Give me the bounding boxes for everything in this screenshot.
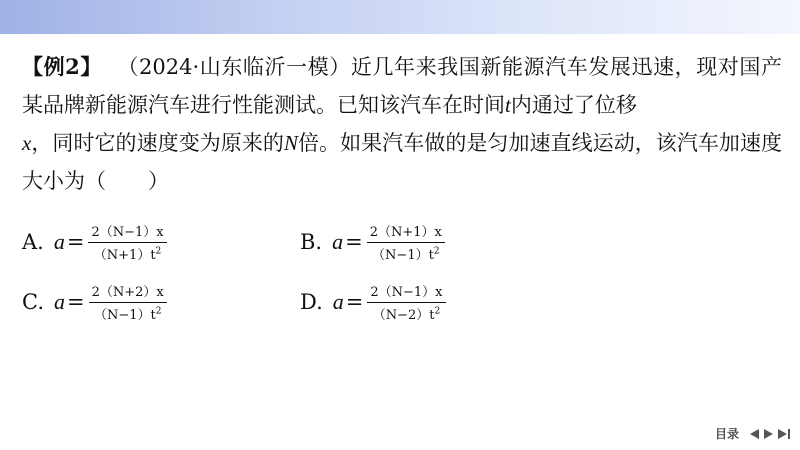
denominator-text: （N−2）t [372,308,435,323]
var-t: t [505,93,511,117]
fraction-denominator [91,304,165,323]
last-page-icon[interactable] [778,429,790,439]
exponent: 2 [433,246,440,257]
var-x: x [22,131,32,155]
exponent: 2 [434,306,441,317]
example-tag [22,54,102,79]
var-N: N [283,131,298,155]
equals-sign: = [345,290,364,314]
question-text-part1: 近几年来我国新能源汽车发展迅速，现对国产某品牌新能源汽车进行性能测试。已知该汽车在时间 [22,55,783,117]
fraction [367,221,445,263]
equals-sign: = [345,230,363,254]
fraction-numerator: 2（N+2）x [91,285,164,300]
option-a[interactable] [22,212,167,272]
fraction-bar [88,242,166,243]
option-variable: a [54,289,65,314]
fraction-denominator [370,304,444,323]
fraction [89,281,167,323]
fraction-denominator [369,244,443,263]
exponent: 2 [155,306,162,317]
question-source: （2024·山东临沂一模） [127,55,351,79]
option-b[interactable] [300,212,445,272]
fraction [367,281,445,323]
denominator-text: （N−1）t [93,308,156,323]
denominator-text: （N+1）t [93,248,156,263]
fraction-bar [89,302,167,303]
option-d[interactable] [300,272,446,332]
menu-link[interactable]: 目录 [714,427,739,441]
equals-sign: = [66,230,85,254]
fraction [88,221,166,263]
fraction-numerator: 2（N−1）x [91,225,164,240]
slide-navigation [715,425,790,442]
fraction-bar [367,302,445,303]
option-variable: a [332,289,344,314]
exponent: 2 [155,246,162,257]
fraction-numerator: 2（N−1）x [370,285,443,300]
last-page-triangle [778,429,787,439]
option-c[interactable] [22,272,167,332]
fraction-bar [367,242,445,243]
option-letter: B. [300,230,323,254]
top-gradient-band [0,0,800,34]
question-text-part4: 倍。如果汽车做的是匀加速直线运动，该汽车加速度大小为（ ） [22,131,783,193]
last-page-bar [788,429,790,439]
fraction-denominator [91,244,165,263]
option-letter: A. [22,230,44,254]
equals-sign: = [67,290,85,314]
question-block [22,48,782,200]
tag-open-bracket: 【 [22,55,44,79]
tag-label: 例2 [43,54,80,79]
fraction-numerator: 2（N+1）x [369,225,442,240]
option-variable: a [53,229,65,254]
option-letter: C. [22,290,44,314]
question-text-part3: ，同时它的速度变为原来的 [31,131,284,155]
tag-close-bracket: 】 [79,55,102,79]
option-variable: a [332,229,344,254]
prev-triangle-icon[interactable] [750,429,759,439]
question-text-part2: 内通过了位移 [510,93,637,117]
denominator-text: （N−1）t [372,248,434,263]
next-triangle-icon[interactable] [764,429,773,439]
option-letter: D. [300,290,323,314]
